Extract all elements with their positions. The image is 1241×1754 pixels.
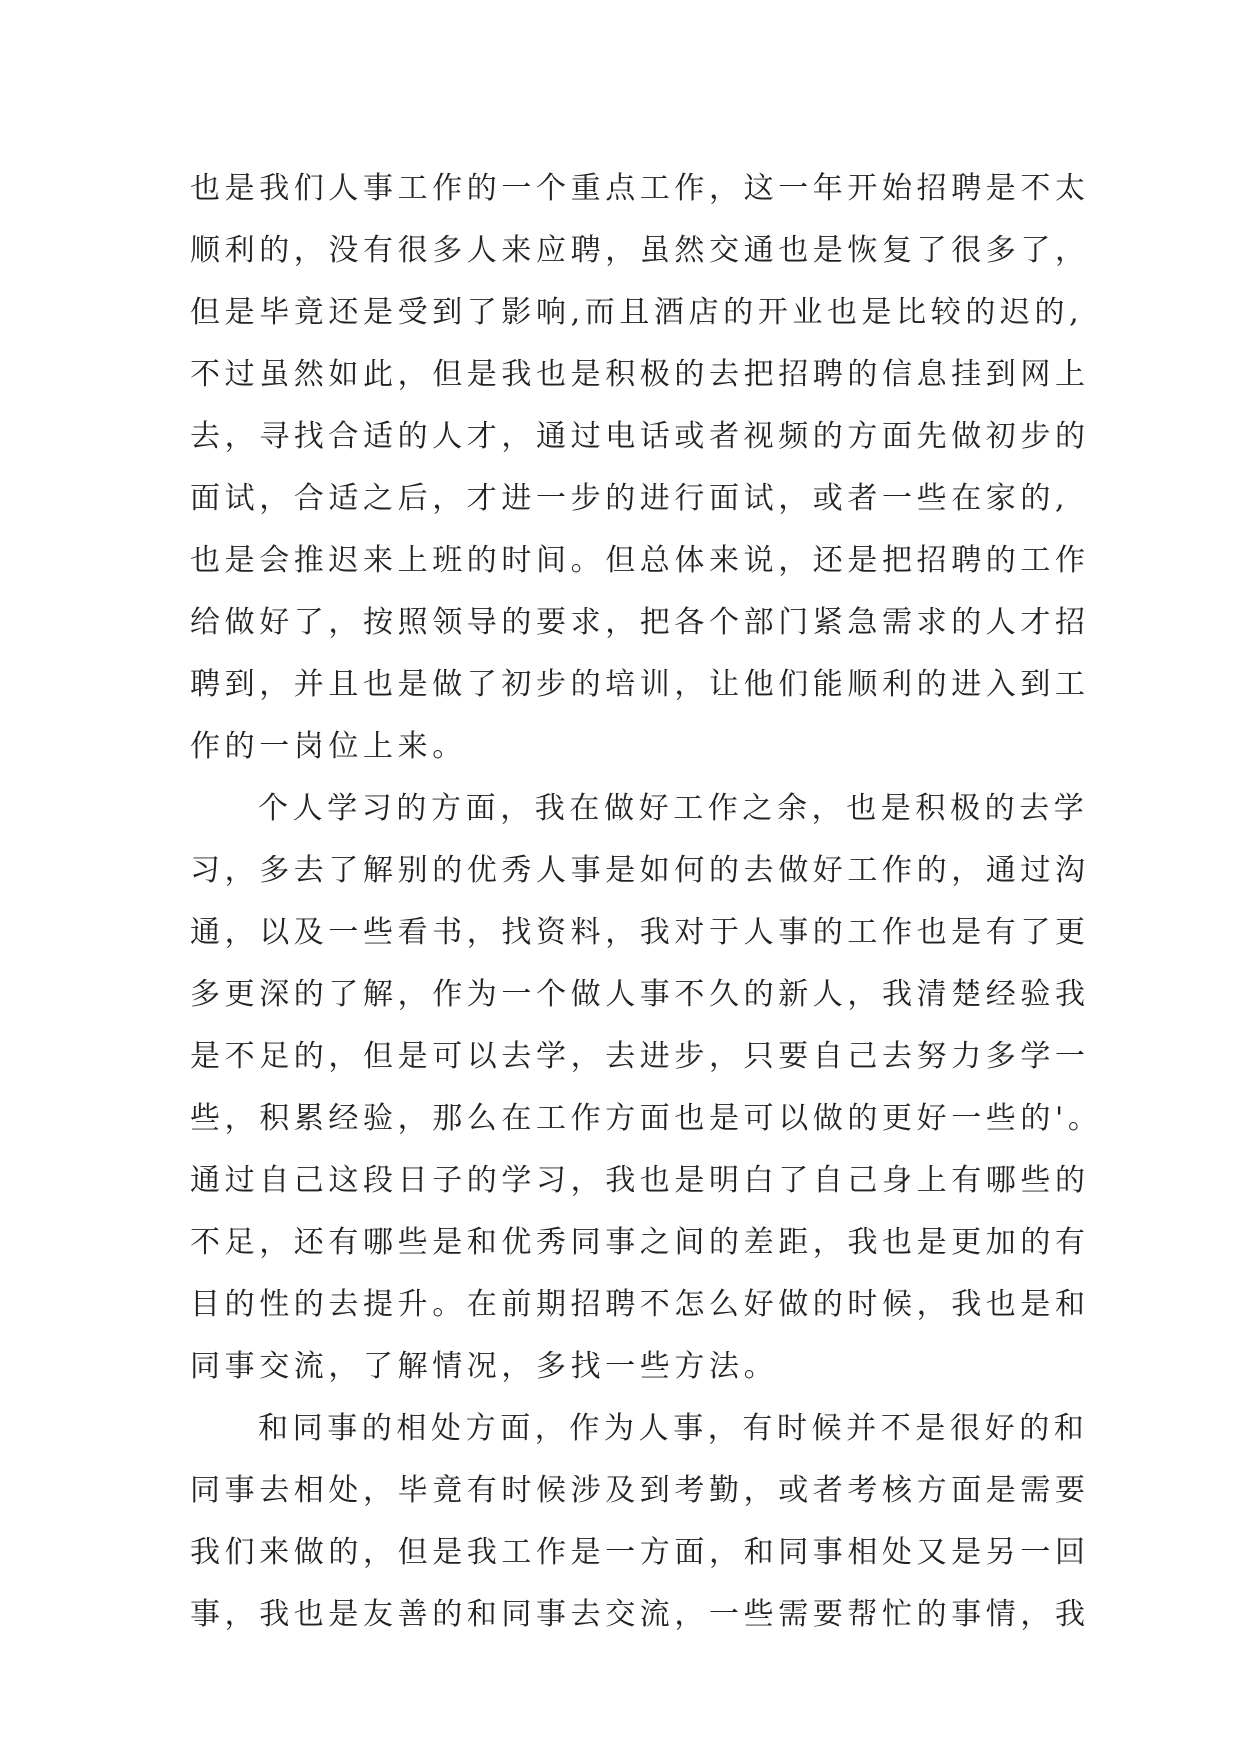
text-line: 去，寻找合适的人才，通过电话或者视频的方面先做初步的 <box>190 419 1090 454</box>
text-line: 作的一岗位上来。 <box>190 729 467 764</box>
paragraph-start-line: 和同事的相处方面，作为人事，有时候并不是很好的和 <box>258 1411 1089 1446</box>
paragraph-start-line: 个人学习的方面，我在做好工作之余，也是积极的去学 <box>258 791 1089 826</box>
text-line: 通过自己这段日子的学习，我也是明白了自己身上有哪些的 <box>190 1163 1090 1198</box>
text-line: 多更深的了解，作为一个做人事不久的新人，我清楚经验我 <box>190 977 1090 1012</box>
text-line: 些，积累经验，那么在工作方面也是可以做的更好一些的'。 <box>190 1101 1103 1136</box>
text-line: 目的性的去提升。在前期招聘不怎么好做的时候，我也是和 <box>190 1287 1090 1322</box>
text-line: 通，以及一些看书，找资料，我对于人事的工作也是有了更 <box>190 915 1090 950</box>
text-line: 聘到，并且也是做了初步的培训，让他们能顺利的进入到工 <box>190 667 1090 702</box>
text-line: 也是会推迟来上班的时间。但总体来说，还是把招聘的工作 <box>190 543 1090 578</box>
text-line: 不足，还有哪些是和优秀同事之间的差距，我也是更加的有 <box>190 1225 1090 1260</box>
text-line: 习，多去了解别的优秀人事是如何的去做好工作的，通过沟 <box>190 853 1090 888</box>
text-line: 是不足的，但是可以去学，去进步，只要自己去努力多学一 <box>190 1039 1090 1074</box>
text-line: 给做好了，按照领导的要求，把各个部门紧急需求的人才招 <box>190 605 1090 640</box>
text-line: 但是毕竟还是受到了影响,而且酒店的开业也是比较的迟的, <box>190 295 1084 330</box>
text-line: 同事交流，了解情况，多找一些方法。 <box>190 1349 779 1384</box>
text-line: 事，我也是友善的和同事去交流，一些需要帮忙的事情，我 <box>190 1597 1090 1632</box>
text-line: 我们来做的，但是我工作是一方面，和同事相处又是另一回 <box>190 1535 1090 1570</box>
text-line: 顺利的，没有很多人来应聘，虽然交通也是恢复了很多了， <box>190 233 1090 268</box>
text-line: 不过虽然如此，但是我也是积极的去把招聘的信息挂到网上 <box>190 357 1090 392</box>
text-line: 面试，合适之后，才进一步的进行面试，或者一些在家的, <box>190 481 1070 516</box>
text-line: 也是我们人事工作的一个重点工作，这一年开始招聘是不太 <box>190 171 1090 206</box>
document-body <box>190 158 1103 1646</box>
text-line: 同事去相处，毕竟有时候涉及到考勤，或者考核方面是需要 <box>190 1473 1090 1508</box>
